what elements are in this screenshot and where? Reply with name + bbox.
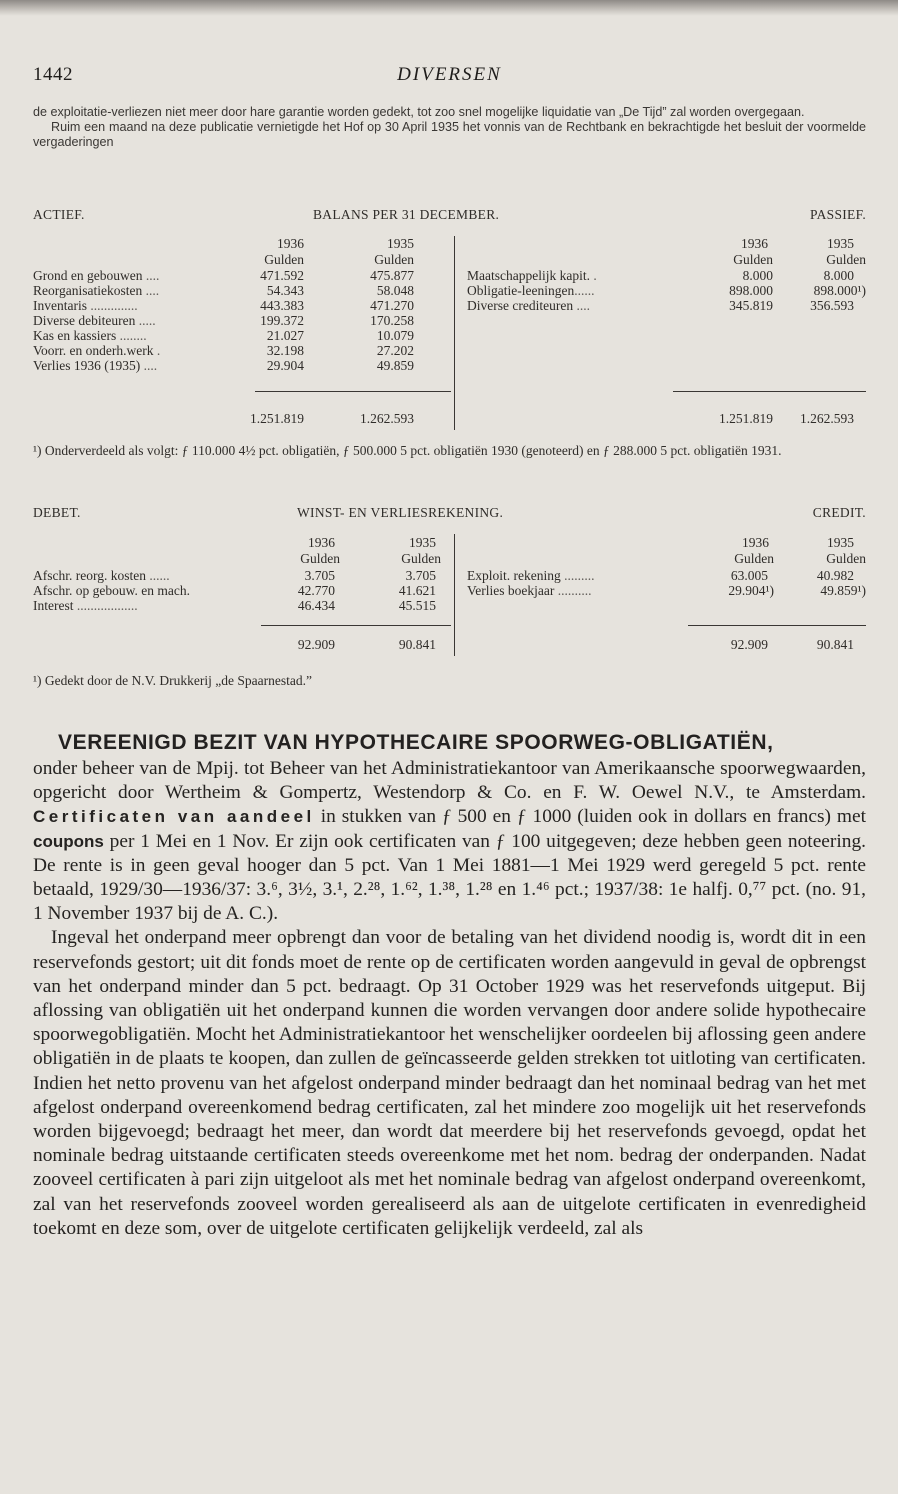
- scan-top-edge: [0, 0, 898, 16]
- pl-row-label: Interest ..................: [33, 598, 138, 613]
- coupons-term: coupons: [33, 831, 104, 851]
- section-body: [33, 757, 866, 1241]
- pl-row-1936: 46.434: [297, 598, 335, 613]
- balance-row-label: Maatschappelijk kapit. .: [467, 268, 597, 283]
- page-number: 1442: [33, 64, 73, 85]
- pl-row-1936: 42.770: [297, 583, 335, 598]
- pl-row-1935: 41.621: [398, 583, 436, 598]
- balance-right-sum-line: [673, 391, 866, 392]
- balance-right-total-1936: 1.251.819: [719, 411, 773, 426]
- balance-row-label: Reorganisatiekosten ....: [33, 283, 160, 298]
- balance-row-1936: 29.904: [266, 358, 304, 373]
- pl-left-unit-1935: Gulden: [401, 551, 441, 566]
- balance-row-1935: 471.270: [370, 298, 414, 313]
- balance-row-1935: 27.202: [376, 343, 414, 358]
- pl-right-unit-1935: Gulden: [826, 551, 866, 566]
- balance-right-title: PASSIEF.: [810, 207, 866, 222]
- balance-row-1936: 32.198: [266, 343, 304, 358]
- balance-row-1935: 170.258: [370, 313, 414, 328]
- balance-left-sum-line: [255, 391, 451, 392]
- balance-row-1935: 356.593: [810, 298, 854, 313]
- pl-right-year-1935: 1935: [827, 535, 854, 550]
- intro-text: [33, 105, 866, 151]
- balance-row-label: Obligatie-leeningen......: [467, 283, 595, 298]
- running-title: DIVERSEN: [397, 64, 502, 85]
- intro-paragraph-1: de exploitatie-verliezen niet meer door hare garantie worden gedekt, tot zoo snel mogelijke liquidatie van „De Tijd” zal worden overgegaan.: [33, 105, 805, 119]
- pl-row-1935: 49.859¹): [820, 583, 866, 598]
- balance-row-1936: 8.000: [742, 268, 773, 283]
- pl-left-sum-line: [261, 625, 451, 626]
- profit-loss-account: [33, 506, 866, 656]
- balance-row-label: Kas en kassiers ........: [33, 328, 147, 343]
- balance-right-total-1935: 1.262.593: [800, 411, 854, 426]
- pl-title: WINST- EN VERLIESREKENING.: [297, 505, 504, 520]
- pl-row-1936: 63.005: [730, 568, 768, 583]
- pl-right-title: CREDIT.: [812, 505, 866, 520]
- certificate-term: Certificaten van aandeel: [33, 807, 315, 827]
- balance-row-label: Diverse crediteuren ....: [467, 298, 590, 313]
- balance-row-label: Inventaris ..............: [33, 298, 138, 313]
- pl-row-label: Afschr. reorg. kosten ......: [33, 568, 170, 583]
- balance-left-unit-1936: Gulden: [264, 252, 304, 267]
- balance-left-total-1936: 1.251.819: [250, 411, 304, 426]
- section-paragraph-2: Ingeval het onderpand meer opbrengt dan voor de betaling van het dividend noodig is, wordt dit in een reservefonds gestort; uit dit fonds moet de rente op de certificaten worden aangevuld in geval de opbrengst van het onderpand minder dan 5 pct. bedraagt. Op 31 October 1929 was het reservefonds uitgeput. Bij aflossing van obligatiën uit het onderpand kunnen die worden vervangen door andere solide hypothecaire spoorwegobligatiën. Mocht het Administratiekantoor het wenschelijker oordeelen bij aflossing geen andere obligatiën in de plaats te koopen, dan zullen de geïncasseerde gelden strekken tot uitloting van certificaten. Indien het netto provenu van het afgelost onderpand minder bedraagt dan het nominaal bedrag van het met afgelost onderpand overeenkomend bedrag certificaten, zal het mindere zoo mogelijk uit het reservefonds worden bijgevoegd; bedraagt het meer, dan wordt dat meerdere bij het reservefonds gevoegd, opdat het nominale bedrag uitstaande certificaten steeds overeenkome met het nom. bedrag der onderpanden. Nadat zooveel certificaten à pari zijn uitgeloot als met het nominale bedrag van afgelost onderpand overeenkomt, zal van het reservefonds zooveel worden gerealiseerd als aan de uitgelote certificaten in evenredigheid toekomt en deze som, over de uitgelote certificaten gelijkelijk verdeeld, zal als: [33, 927, 866, 1239]
- balance-row-1935: 49.859: [376, 358, 414, 373]
- pl-row-1936: 3.705: [304, 568, 335, 583]
- pl-row-1935: 3.705: [405, 568, 436, 583]
- balance-row-1936: 443.383: [260, 298, 304, 313]
- pl-row-label: Afschr. op gebouw. en mach.: [33, 583, 190, 598]
- balance-sheet: [33, 208, 866, 430]
- page-header: [33, 64, 866, 90]
- balance-divider: [454, 236, 455, 430]
- pl-row-1936: 29.904¹): [728, 583, 774, 598]
- balance-right-year-1935: 1935: [827, 236, 854, 251]
- balance-right-year-1936: 1936: [741, 236, 768, 251]
- balance-left-year-1936: 1936: [277, 236, 304, 251]
- balance-row-1936: 54.343: [266, 283, 304, 298]
- pl-divider: [454, 534, 455, 656]
- section-paragraph-1: onder beheer van de Mpij. tot Beheer van het Administratiekantoor van Amerikaansche spoorwegwaarden, opgericht door Wertheim & Gompertz, Westendorp & Co. en F. W. Oewel N.V., te Amsterdam. Certificaten van aandeel in stukken van ƒ 500 en ƒ 1000 (luiden ook in dollars en francs) met coupons per 1 Mei en 1 Nov. Er zijn ook certificaten van ƒ 100 uitgegeven; deze hebben geen noteering. De rente is in geen geval hooger dan 5 pct. Van 1 Mei 1881—1 Mei 1929 werd geregeld 5 pct. rente betaald, 1929/30—1936/37: 3.⁶, 3½, 3.¹, 2.²⁸, 1.⁶², 1.³⁸, 1.²⁸ en 1.⁴⁶ pct.; 1937/38: 1e halfj. 0,⁷⁷ pct. (no. 91, 1 November 1937 bij de A. C.).: [33, 758, 867, 925]
- balance-right-unit-1935: Gulden: [826, 252, 866, 267]
- pl-left-total-1935: 90.841: [398, 637, 436, 652]
- pl-footnote: ¹) Gedekt door de N.V. Drukkerij „de Spaarnestad.”: [33, 673, 312, 688]
- balance-row-1936: 21.027: [266, 328, 304, 343]
- balance-left-year-1935: 1935: [387, 236, 414, 251]
- balance-row-1936: 471.592: [260, 268, 304, 283]
- balance-row-1936: 345.819: [729, 298, 773, 313]
- pl-right-unit-1936: Gulden: [734, 551, 774, 566]
- pl-right-total-1936: 92.909: [730, 637, 768, 652]
- balance-left-total-1935: 1.262.593: [360, 411, 414, 426]
- balance-footnote: ¹) Onderverdeeld als volgt: ƒ 110.000 4½ pct. obligatiën, ƒ 500.000 5 pct. obligatiën 1930 (genoteerd) en ƒ 288.000 5 pct. obligatiën 1931.: [33, 443, 782, 458]
- pl-left-total-1936: 92.909: [297, 637, 335, 652]
- balance-right-unit-1936: Gulden: [733, 252, 773, 267]
- balance-title: BALANS PER 31 DECEMBER.: [313, 207, 500, 222]
- balance-row-1935: 58.048: [376, 283, 414, 298]
- pl-row-label: Verlies boekjaar ..........: [467, 583, 592, 598]
- pl-right-sum-line: [688, 625, 866, 626]
- balance-row-1935: 475.877: [370, 268, 414, 283]
- intro-paragraph-2: Ruim een maand na deze publicatie vernietigde het Hof op 30 April 1935 het vonnis van de Rechtbank en bekrachtigde het besluit der voormelde vergaderingen: [33, 120, 866, 150]
- pl-row-1935: 40.982: [816, 568, 854, 583]
- pl-right-year-1936: 1936: [742, 535, 769, 550]
- pl-left-year-1935: 1935: [409, 535, 436, 550]
- balance-row-1935: 10.079: [376, 328, 414, 343]
- balance-row-label: Verlies 1936 (1935) ....: [33, 358, 158, 373]
- section-headline: VEREENIGD BEZIT VAN HYPOTHECAIRE SPOORWEG-OBLIGATIËN,: [58, 731, 774, 754]
- pl-right-total-1935: 90.841: [816, 637, 854, 652]
- balance-left-unit-1935: Gulden: [374, 252, 414, 267]
- balance-row-label: Grond en gebouwen ....: [33, 268, 160, 283]
- balance-row-label: Diverse debiteuren .....: [33, 313, 156, 328]
- pl-row-1935: 45.515: [398, 598, 436, 613]
- pl-left-year-1936: 1936: [308, 535, 335, 550]
- balance-left-title: ACTIEF.: [33, 207, 85, 222]
- balance-row-1936: 199.372: [260, 313, 304, 328]
- balance-row-1935: 898.000¹): [813, 283, 866, 298]
- pl-left-title: DEBET.: [33, 505, 81, 520]
- balance-row-label: Voorr. en onderh.werk .: [33, 343, 161, 358]
- balance-row-1936: 898.000: [729, 283, 773, 298]
- pl-left-unit-1936: Gulden: [300, 551, 340, 566]
- balance-row-1935: 8.000: [823, 268, 854, 283]
- pl-row-label: Exploit. rekening .........: [467, 568, 595, 583]
